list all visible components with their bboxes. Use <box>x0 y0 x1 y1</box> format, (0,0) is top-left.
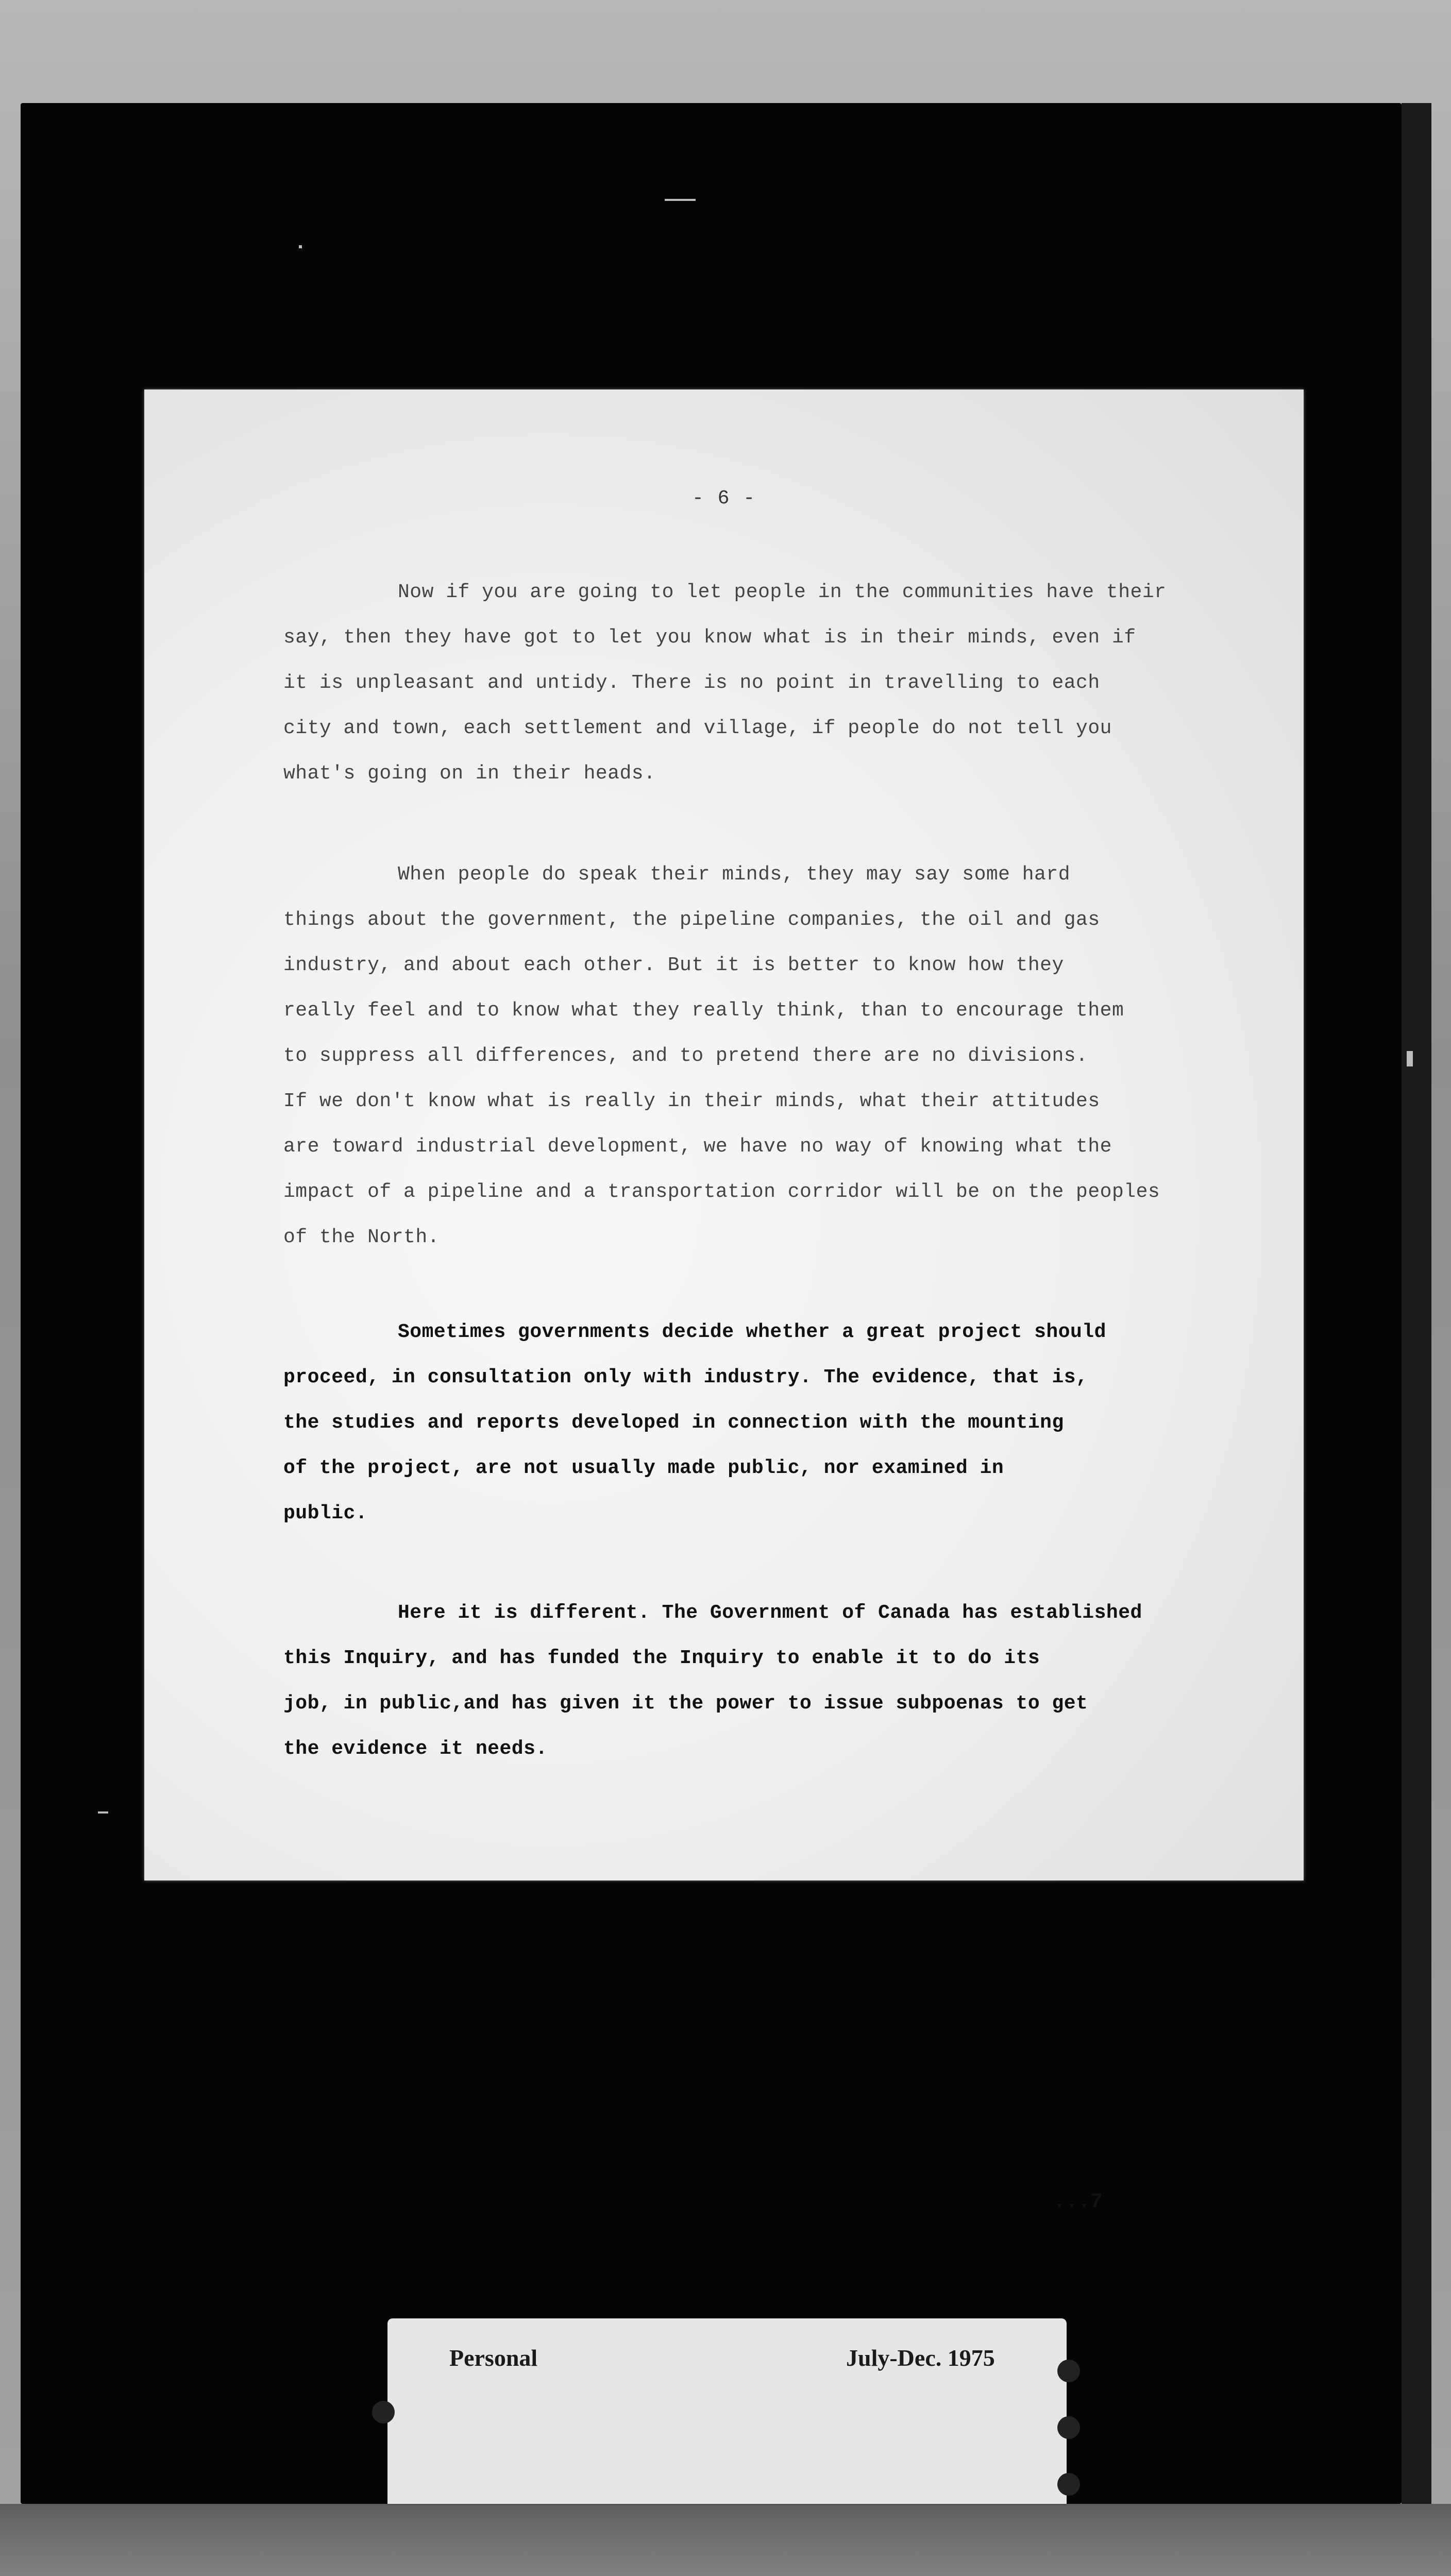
paragraph-2: When people do speak their minds, they may say some hard things about the government, the pipeline companies, the oil and gas industry, and about each other. But it is better to know how they really feel and to know what they really think, than to encourage them to suppress all differences, and to pretend there are no divisions. If we don't know what is really in their minds, what their attitudes are toward industrial development, we have no way of knowing what the impact of a pipeline and a transportation corridor will be on the peoples of the North. <box>283 863 1160 1248</box>
punch-hole <box>1057 2360 1080 2382</box>
paragraph-4: Here it is different. The Government of Canada has established this Inquiry, and has funded the Inquiry to enable it to do its job, in public,and has given it the power to issue subpoenas to get the evidence it needs. <box>283 1602 1142 1760</box>
paragraph-1: Now if you are going to let people in the communities have their say, then they have got to let you know what is in their minds, even if it is unpleasant and untidy. There is no point in travelling to each city and town, each settlement and village, if people do not tell you what's going on in their heads. <box>283 581 1167 785</box>
speck <box>1407 1051 1413 1066</box>
punch-hole <box>1057 2416 1080 2439</box>
document-page <box>144 389 1304 2214</box>
archive-label <box>387 2318 1067 2504</box>
page-number: - 6 - <box>691 487 756 510</box>
speck <box>665 199 696 201</box>
continuation-marker: ...7 <box>1053 2191 1103 2214</box>
paragraph-3: Sometimes governments decide whether a great project should proceed, in consultation only with industry. The evidence, that is, the studies and reports developed in connection with the mounting of the project, are not usually made public, nor examined in public. <box>283 1321 1106 1524</box>
film-edge <box>1402 103 1431 2504</box>
label-date-range: July-Dec. 1975 <box>846 2345 995 2371</box>
punch-hole <box>1057 2473 1080 2496</box>
speck <box>299 245 302 248</box>
punch-hole <box>372 2401 395 2424</box>
film-bottom-strip <box>0 2504 1451 2576</box>
speck <box>98 1811 108 1814</box>
label-category: Personal <box>449 2345 538 2371</box>
